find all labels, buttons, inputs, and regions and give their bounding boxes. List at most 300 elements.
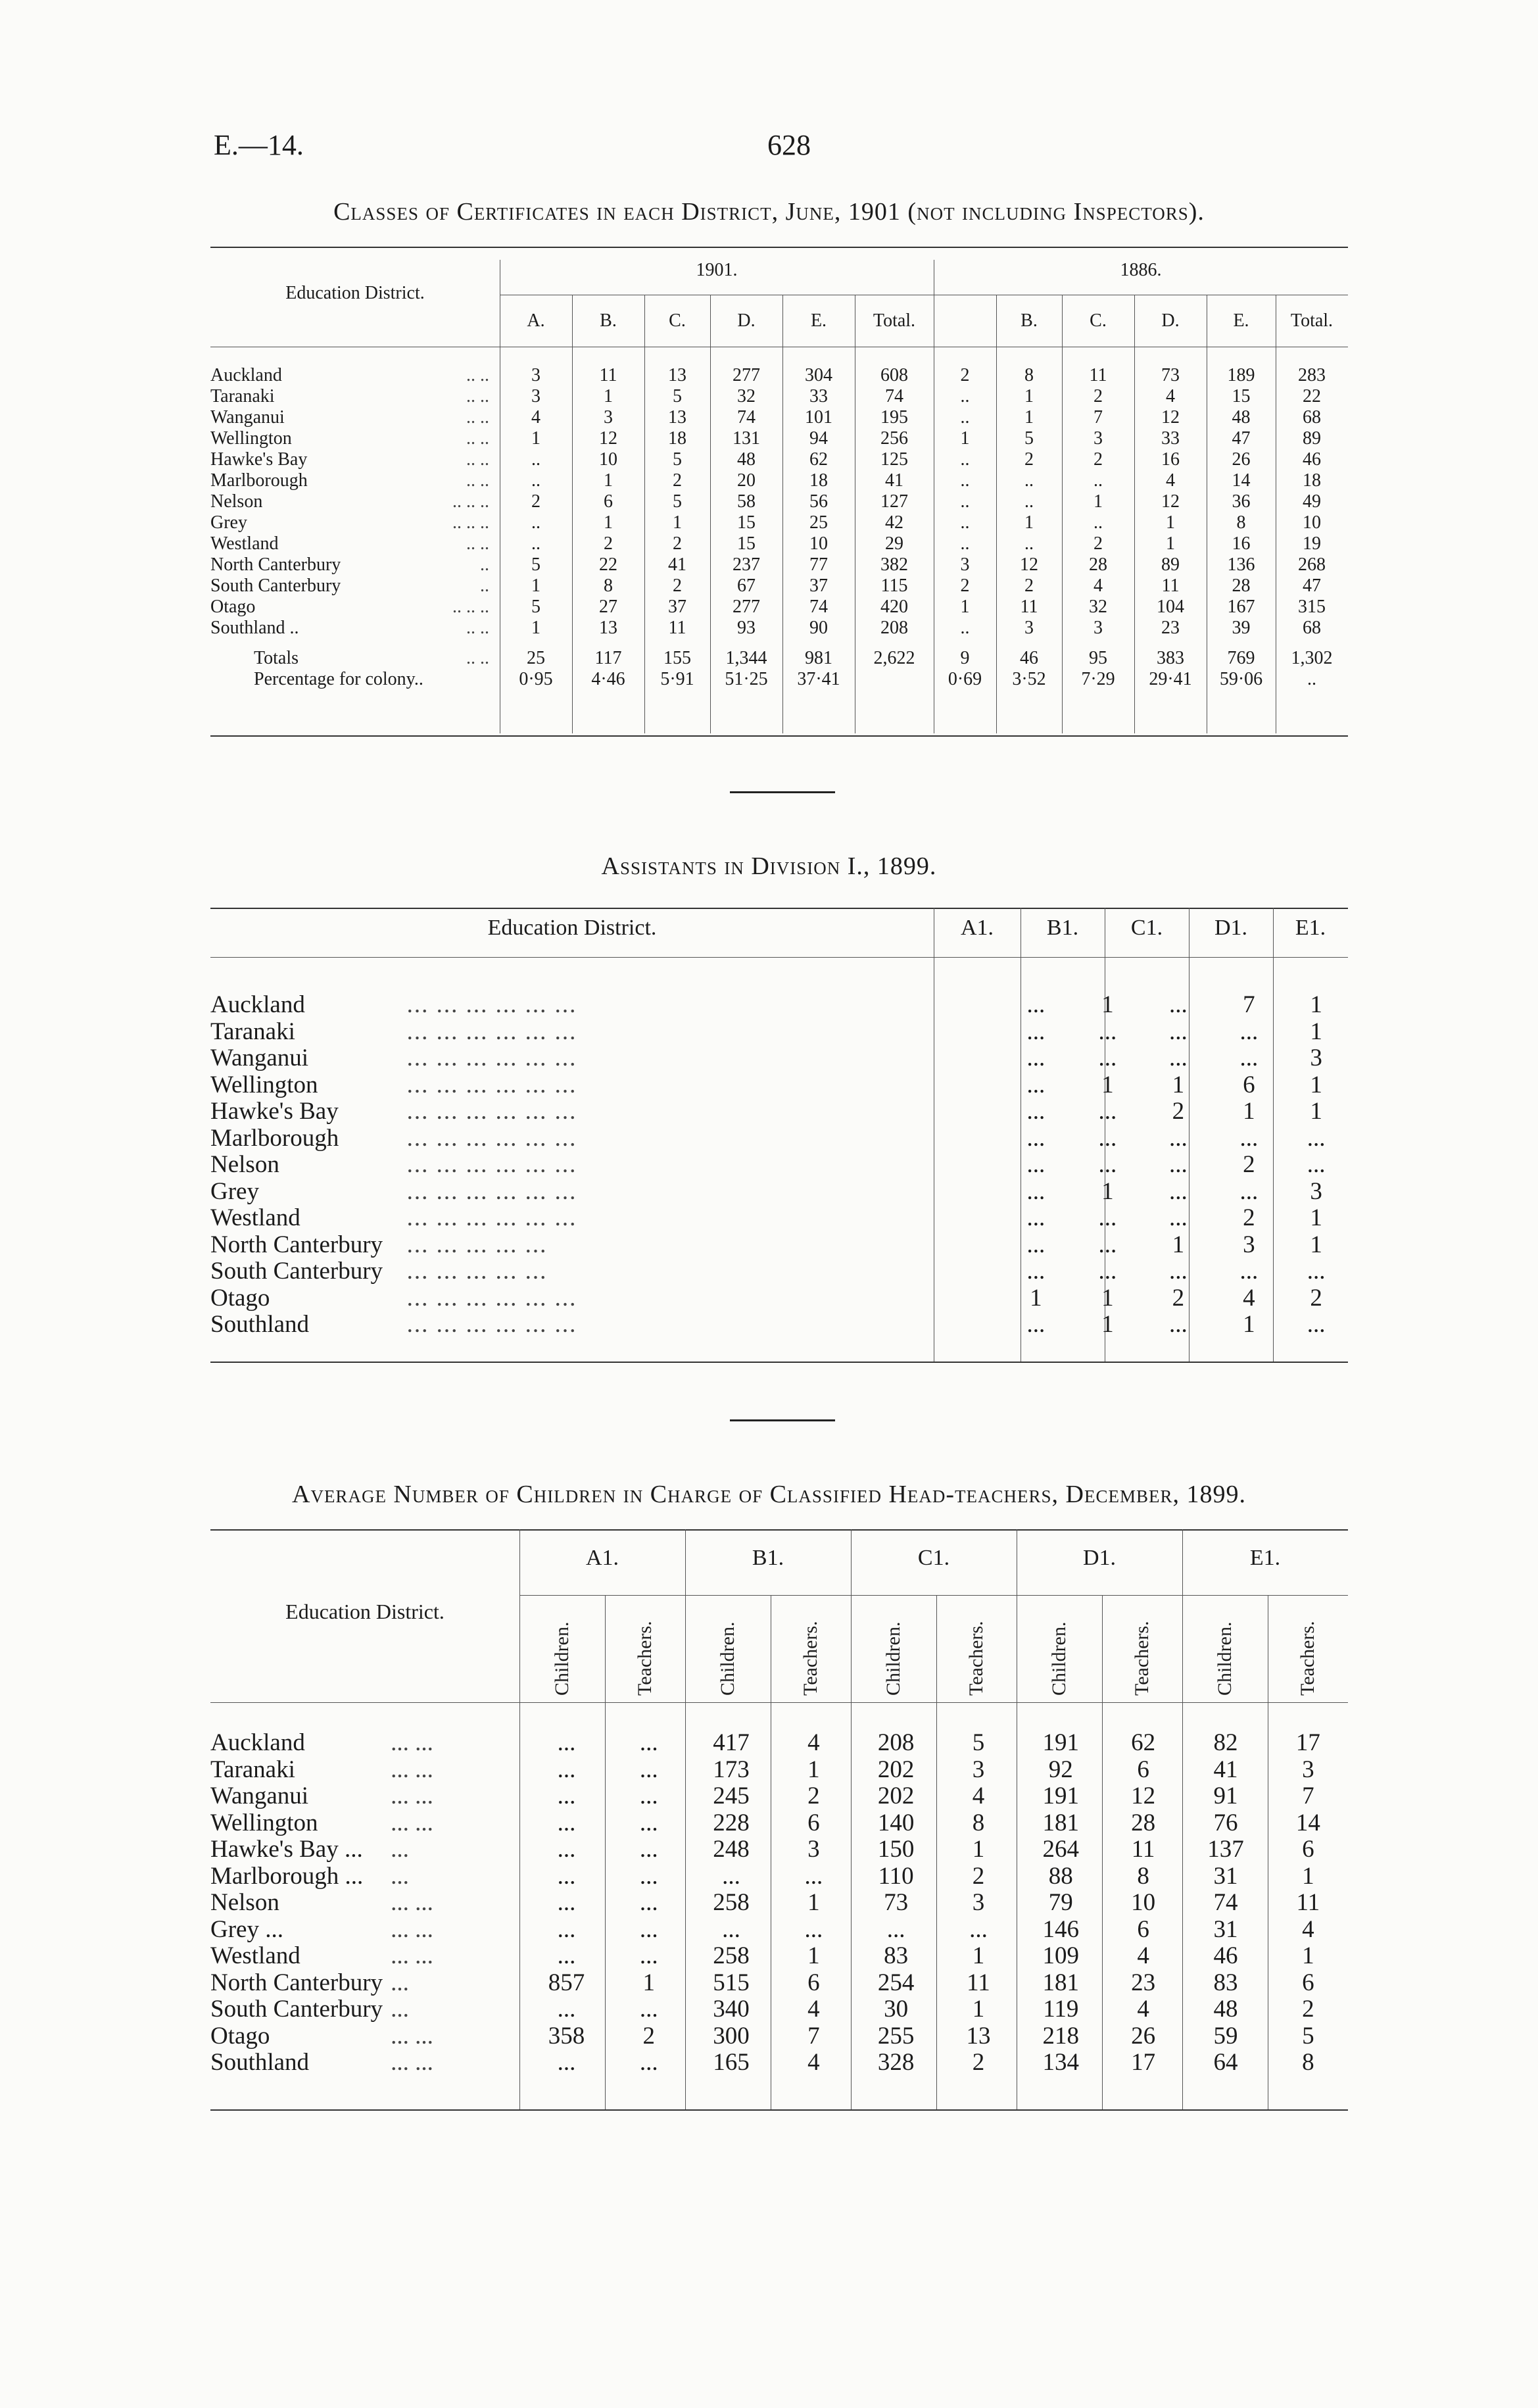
value-cell: 5 <box>531 597 541 617</box>
dot-leader: .. .. .. <box>452 597 489 617</box>
dot-leader: ... ... ... ... ... ... <box>406 1124 577 1152</box>
table-row <box>210 1019 1348 1046</box>
value-cell: 256 <box>880 428 908 449</box>
value-cell: 1,302 <box>1291 648 1333 668</box>
district-name: Westland <box>210 1942 300 1969</box>
table3 <box>210 1730 1348 2076</box>
value-cell: 41 <box>668 554 686 575</box>
value-cell: ... <box>639 1756 658 1783</box>
district-name: Westland <box>210 1204 300 1231</box>
value-cell: .. <box>1093 512 1103 533</box>
value-cell: 22 <box>599 554 617 575</box>
value-cell: .. <box>1307 669 1316 689</box>
dot-leader: ... ... <box>391 1756 433 1783</box>
value-cell: 28 <box>1232 576 1251 596</box>
value-cell: 89 <box>1303 428 1321 449</box>
dot-leader: ... <box>391 1969 409 1996</box>
children-header: Children. <box>1214 1621 1236 1696</box>
table-row <box>210 1045 1348 1072</box>
district-name: Wanganui <box>210 1044 309 1071</box>
value-cell: 315 <box>1298 597 1326 617</box>
value-cell: 245 <box>713 1782 750 1809</box>
value-cell: 48 <box>1232 407 1251 428</box>
value-cell: 150 <box>877 1836 915 1863</box>
value-cell: 46 <box>1020 648 1038 668</box>
district-name-text: Marlborough <box>210 470 308 491</box>
value-cell: ... <box>1239 1044 1259 1071</box>
district-name: Otago <box>210 1284 270 1312</box>
value-cell: 981 <box>805 648 832 668</box>
value-cell: ... <box>557 1862 576 1890</box>
table1-year-1901: 1901. <box>696 260 738 280</box>
value-cell: 20 <box>737 470 756 491</box>
value-cell: 1 <box>1310 1098 1322 1125</box>
separator-2 <box>730 1419 835 1421</box>
value-cell: 1 <box>673 512 682 533</box>
table-row <box>210 512 1348 533</box>
dot-leader: ... ... <box>391 2049 433 2076</box>
value-cell: 12 <box>1020 554 1038 575</box>
value-cell: 4 <box>807 1729 820 1756</box>
district-name: Nelson <box>210 1151 279 1178</box>
value-cell: 155 <box>663 648 691 668</box>
district-name: Nelson <box>210 1889 279 1916</box>
value-cell: 117 <box>594 648 622 668</box>
dot-leader: ... ... ... ... ... ... <box>406 1311 577 1338</box>
district-name: Southland <box>210 1311 310 1338</box>
table-row <box>210 1836 1348 1863</box>
value-cell: 2 <box>1024 449 1034 470</box>
table-row <box>210 554 1348 576</box>
table-row <box>210 386 1348 407</box>
table2-col-header: C1. <box>1130 916 1163 940</box>
value-cell: 131 <box>733 428 760 449</box>
value-cell: 15 <box>1232 386 1251 406</box>
value-cell: 64 <box>1213 2049 1238 2076</box>
table3-group-header: C1. <box>917 1546 950 1570</box>
table-row <box>210 576 1348 597</box>
value-cell: 23 <box>1131 1969 1156 1996</box>
district-name <box>210 576 500 597</box>
value-cell: 0·69 <box>948 669 982 689</box>
value-cell: 11 <box>1089 365 1107 385</box>
value-cell: 6 <box>1302 1836 1314 1863</box>
value-cell: 10 <box>809 533 828 554</box>
value-cell: 46 <box>1303 449 1321 470</box>
value-cell: 258 <box>713 1942 750 1969</box>
district-name-text: Nelson <box>210 491 263 512</box>
value-cell: 27 <box>599 597 617 617</box>
value-cell: ... <box>1169 1258 1188 1285</box>
table3-district-header: Education District. <box>285 1600 445 1623</box>
value-cell: 4·46 <box>591 669 625 689</box>
district-name <box>210 407 500 428</box>
value-cell: .. <box>960 491 970 512</box>
value-cell: 3 <box>1310 1044 1322 1071</box>
value-cell: 1 <box>1024 386 1034 406</box>
value-cell: ... <box>557 1809 576 1836</box>
value-cell: 191 <box>1042 1729 1080 1756</box>
value-cell: 228 <box>713 1809 750 1836</box>
district-name-text: Westland <box>210 533 279 554</box>
district-name: North Canterbury <box>210 1231 383 1258</box>
table-row <box>210 1783 1348 1810</box>
value-cell: 73 <box>1161 365 1180 385</box>
value-cell: 48 <box>1213 1996 1238 2023</box>
value-cell: 2,622 <box>873 648 915 668</box>
value-cell: 74 <box>885 386 903 406</box>
value-cell: 255 <box>877 2022 915 2050</box>
spacer-row <box>210 639 1348 648</box>
table3-group-header: D1. <box>1082 1546 1117 1570</box>
table-row <box>210 1285 1348 1312</box>
district-name: Auckland <box>210 1729 305 1756</box>
value-cell: .. <box>531 512 541 533</box>
value-cell: 12 <box>1131 1782 1156 1809</box>
table-row <box>210 533 1348 554</box>
value-cell: 264 <box>1042 1836 1080 1863</box>
table1-col-1886-header: B. <box>1021 310 1038 331</box>
value-cell: 2 <box>1093 533 1103 554</box>
table-row <box>210 1179 1348 1206</box>
value-cell: 1 <box>1310 1231 1322 1258</box>
table-row <box>210 491 1348 512</box>
value-cell: 202 <box>877 1782 915 1809</box>
teachers-header: Teachers. <box>800 1621 821 1696</box>
teachers-header: Teachers. <box>965 1621 987 1696</box>
value-cell: ... <box>639 1889 658 1916</box>
value-cell: 94 <box>809 428 828 449</box>
value-cell: 3 <box>531 365 541 385</box>
value-cell: 7 <box>1302 1782 1314 1809</box>
value-cell: 2 <box>1093 386 1103 406</box>
teachers-header: Teachers. <box>1131 1621 1153 1696</box>
value-cell: 26 <box>1131 2022 1156 2050</box>
value-cell: 62 <box>1131 1729 1156 1756</box>
dot-leader: ... ... ... ... ... ... <box>406 1098 577 1125</box>
value-cell: 1,344 <box>725 648 767 668</box>
table3-title: Average Number of Children in Charge of Classified Head-teachers, December, 1899. <box>292 1481 1246 1508</box>
value-cell: 37·41 <box>797 669 840 689</box>
value-cell: 13 <box>668 407 686 428</box>
value-cell: 82 <box>1213 1729 1238 1756</box>
value-cell: 12 <box>1161 407 1180 428</box>
value-cell: ... <box>969 1915 988 1943</box>
value-cell: 13 <box>599 618 617 638</box>
table-row <box>210 449 1348 470</box>
value-cell: 5 <box>972 1729 985 1756</box>
district-name <box>210 554 500 576</box>
value-cell: ... <box>1098 1044 1117 1071</box>
table-row <box>210 1996 1348 2023</box>
district-name-text: Grey <box>210 512 247 533</box>
value-cell: ... <box>1026 1231 1045 1258</box>
value-cell: 248 <box>713 1836 750 1863</box>
table-row <box>210 428 1348 449</box>
value-cell: 5 <box>1302 2022 1314 2050</box>
table-row <box>210 1917 1348 1944</box>
table-row <box>210 407 1348 428</box>
dot-leader: ... ... ... ... ... ... <box>406 1018 577 1045</box>
table-row <box>210 2050 1348 2076</box>
table1-title: Classes of Certificates in each District, June, 1901 (not including Inspectors). <box>333 198 1205 226</box>
value-cell: ... <box>1169 1124 1188 1152</box>
value-cell: 3 <box>972 1889 985 1916</box>
value-cell: ... <box>557 2049 576 2076</box>
value-cell: 258 <box>713 1889 750 1916</box>
district-name <box>210 491 500 512</box>
district-name <box>210 365 500 386</box>
table-row <box>210 1098 1348 1125</box>
value-cell: .. <box>531 470 541 491</box>
value-cell: 33 <box>809 386 828 406</box>
table-row <box>210 1125 1348 1152</box>
table1-year-1886: 1886. <box>1120 260 1162 280</box>
value-cell: 4 <box>972 1782 985 1809</box>
table-row <box>210 1205 1348 1232</box>
value-cell: 31 <box>1213 1862 1238 1890</box>
value-cell: 42 <box>885 512 903 533</box>
table2-district-header: Education District. <box>487 916 657 940</box>
value-cell: 68 <box>1303 618 1321 638</box>
value-cell: 358 <box>548 2022 585 2050</box>
district-name-text: Southland .. <box>210 618 299 638</box>
value-cell: 254 <box>877 1969 915 1996</box>
value-cell: 208 <box>880 618 908 638</box>
value-cell: 41 <box>885 470 903 491</box>
value-cell: 3 <box>604 407 613 428</box>
district-name: Wellington <box>210 1071 318 1098</box>
value-cell: 18 <box>668 428 686 449</box>
value-cell: 277 <box>733 597 760 617</box>
value-cell: 1 <box>531 576 541 596</box>
table1-district-header: Education District. <box>285 283 425 303</box>
value-cell: 1 <box>1030 1284 1042 1312</box>
value-cell: 202 <box>877 1756 915 1783</box>
value-cell: 1 <box>1101 1071 1114 1098</box>
table1-col-1901-header: C. <box>669 310 686 331</box>
dot-leader: ... ... ... ... ... ... <box>406 1044 577 1071</box>
table3-top-rule <box>210 1529 1348 1531</box>
table-row <box>210 470 1348 491</box>
table3-group-header: A1. <box>585 1546 619 1570</box>
dot-leader: ... <box>391 1996 409 2023</box>
table1-col-1901-header: Total. <box>873 310 916 331</box>
value-cell: .. <box>960 386 970 406</box>
value-cell: 1 <box>531 618 541 638</box>
value-cell: 6 <box>1243 1071 1255 1098</box>
value-cell: 36 <box>1232 491 1251 512</box>
value-cell: 88 <box>1048 1862 1073 1890</box>
value-cell: 95 <box>1089 648 1107 668</box>
children-header: Children. <box>882 1621 904 1696</box>
value-cell: 1 <box>960 428 970 449</box>
value-cell: 167 <box>1227 597 1255 617</box>
value-cell: ... <box>1098 1018 1117 1045</box>
value-cell: 76 <box>1213 1809 1238 1836</box>
value-cell: 2 <box>960 576 970 596</box>
district-name: Taranaki <box>210 1018 295 1045</box>
value-cell: 8 <box>1024 365 1034 385</box>
page-reference: E.—14. <box>214 129 304 161</box>
value-cell: 2 <box>972 1862 985 1890</box>
dot-leader: ... ... <box>391 1729 433 1756</box>
value-cell: ... <box>1169 1151 1188 1178</box>
value-cell: 1 <box>1024 512 1034 533</box>
table3-group-header: B1. <box>752 1546 784 1570</box>
dot-leader: .. .. <box>466 386 489 406</box>
value-cell: ... <box>639 1809 658 1836</box>
district-name <box>210 648 500 669</box>
value-cell: 4 <box>807 1996 820 2023</box>
value-cell: ... <box>1307 1124 1326 1152</box>
value-cell: 1 <box>1172 1231 1185 1258</box>
value-cell: .. <box>960 449 970 470</box>
district-name <box>210 470 500 491</box>
value-cell: 11 <box>1161 576 1180 596</box>
value-cell: ... <box>722 1915 740 1943</box>
value-cell: 7 <box>1093 407 1103 428</box>
value-cell: 91 <box>1213 1782 1238 1809</box>
value-cell: 11 <box>668 618 686 638</box>
value-cell: 1 <box>604 386 613 406</box>
value-cell: 15 <box>737 512 756 533</box>
value-cell: 89 <box>1161 554 1180 575</box>
value-cell: 1 <box>1310 1071 1322 1098</box>
value-cell: .. <box>960 470 970 491</box>
dot-leader: .. .. <box>466 533 489 554</box>
value-cell: .. <box>960 533 970 554</box>
value-cell: 420 <box>880 597 908 617</box>
district-name: North Canterbury <box>210 1969 383 1996</box>
value-cell: 2 <box>673 576 682 596</box>
dot-leader: ... ... <box>391 1809 433 1836</box>
value-cell: 1 <box>1243 1311 1255 1338</box>
dot-leader: .. .. .. <box>452 491 489 512</box>
dot-leader: .. .. <box>466 449 489 470</box>
value-cell: 8 <box>1236 512 1246 533</box>
value-cell: 3·52 <box>1012 669 1046 689</box>
dot-leader: .. .. <box>466 365 489 385</box>
value-cell: 8 <box>972 1809 985 1836</box>
table1-col-1901-header: D. <box>737 310 756 331</box>
value-cell: 2 <box>1310 1284 1322 1312</box>
value-cell: 4 <box>1093 576 1103 596</box>
value-cell: 67 <box>737 576 756 596</box>
value-cell: ... <box>1307 1311 1326 1338</box>
value-cell: 77 <box>809 554 828 575</box>
value-cell: 300 <box>713 2022 750 2050</box>
district-name: Auckland <box>210 991 305 1018</box>
value-cell: 2 <box>1243 1204 1255 1231</box>
table-row <box>210 1943 1348 1970</box>
district-name: Taranaki <box>210 1756 295 1783</box>
value-cell: ... <box>804 1915 823 1943</box>
value-cell: 5·91 <box>660 669 694 689</box>
value-cell: 62 <box>809 449 828 470</box>
value-cell: ... <box>557 1942 576 1969</box>
table3-header-rule <box>210 1702 1348 1703</box>
value-cell: 15 <box>737 533 756 554</box>
dot-leader: .. .. <box>466 618 489 638</box>
value-cell: ... <box>1169 1311 1188 1338</box>
value-cell: 8 <box>604 576 613 596</box>
dot-leader: .. <box>480 554 489 575</box>
district-name-text: Totals <box>254 648 299 668</box>
value-cell: 181 <box>1042 1969 1080 1996</box>
value-cell: 10 <box>1303 512 1321 533</box>
value-cell: 6 <box>807 1809 820 1836</box>
dot-leader: ... ... <box>391 1942 433 1969</box>
value-cell: 93 <box>737 618 756 638</box>
table1 <box>210 365 1348 690</box>
value-cell: 1 <box>1101 991 1114 1018</box>
value-cell: 49 <box>1303 491 1321 512</box>
value-cell: .. <box>531 533 541 554</box>
value-cell: ... <box>804 1862 823 1890</box>
dot-leader: ... ... <box>391 1782 433 1809</box>
table-row <box>210 1757 1348 1784</box>
value-cell: ... <box>557 1782 576 1809</box>
dot-leader: ... ... ... ... ... ... <box>406 1177 577 1205</box>
value-cell: 4 <box>1137 1942 1149 1969</box>
district-name-text: Auckland <box>210 365 282 385</box>
value-cell: .. <box>1093 470 1103 491</box>
value-cell: .. <box>960 407 970 428</box>
value-cell: 51·25 <box>725 669 768 689</box>
value-cell: 1 <box>604 512 613 533</box>
district-name: Marlborough ... <box>210 1862 364 1890</box>
value-cell: 32 <box>1089 597 1107 617</box>
value-cell: 173 <box>713 1756 750 1783</box>
value-cell: .. <box>1024 491 1034 512</box>
separator-1 <box>730 791 835 793</box>
value-cell: 18 <box>809 470 828 491</box>
value-cell: 79 <box>1048 1889 1073 1916</box>
district-name: Percentage for colony.. <box>254 669 423 689</box>
value-cell: 0·95 <box>519 669 553 689</box>
value-cell: 283 <box>1298 365 1326 385</box>
value-cell: ... <box>1239 1258 1259 1285</box>
value-cell: 1 <box>807 1756 820 1783</box>
value-cell: 5 <box>531 554 541 575</box>
table-row <box>210 1072 1348 1099</box>
district-name-text: Wanganui <box>210 407 285 428</box>
value-cell: 47 <box>1232 428 1251 449</box>
value-cell: .. <box>1024 470 1034 491</box>
value-cell: ... <box>722 1862 740 1890</box>
value-cell: 189 <box>1227 365 1255 385</box>
value-cell: ... <box>557 1729 576 1756</box>
dot-leader: .. <box>480 576 489 596</box>
value-cell: 1 <box>807 1942 820 1969</box>
value-cell: 74 <box>1213 1889 1238 1916</box>
value-cell: 3 <box>1243 1231 1255 1258</box>
page-number: 628 <box>767 129 811 161</box>
value-cell: 1 <box>1302 1862 1314 1890</box>
value-cell: 6 <box>604 491 613 512</box>
value-cell: 1 <box>1166 533 1175 554</box>
dot-leader: .. .. <box>466 428 489 449</box>
teachers-header: Teachers. <box>634 1621 656 1696</box>
value-cell: 2 <box>972 2049 985 2076</box>
table-row <box>210 2023 1348 2050</box>
table2-col-header: B1. <box>1046 916 1079 940</box>
value-cell: .. <box>531 449 541 470</box>
value-cell: ... <box>1169 1044 1188 1071</box>
value-cell: ... <box>886 1915 905 1943</box>
district-name-text: South Canterbury <box>210 576 341 596</box>
